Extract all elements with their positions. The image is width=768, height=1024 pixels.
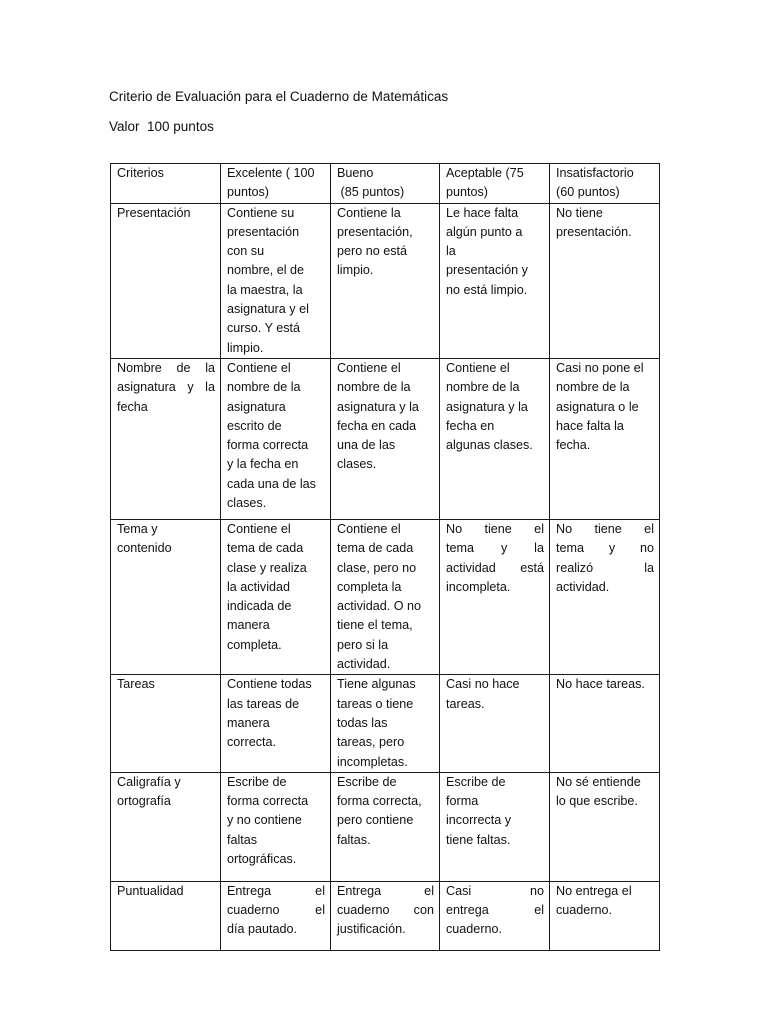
aceptable-cell-line: cuaderno. xyxy=(446,922,503,937)
aceptable-cell-line: incompleta. xyxy=(446,579,511,594)
header-row xyxy=(111,164,660,204)
header-cell-line: Insatisfactorio xyxy=(556,166,634,180)
criterion-cell-line: Nombre de la xyxy=(117,360,215,375)
header-cell xyxy=(331,164,440,204)
aceptable-cell xyxy=(440,203,550,358)
insatisfactorio-cell-line: cuaderno. xyxy=(556,903,613,918)
criterion-cell xyxy=(111,881,221,950)
insatisfactorio-cell xyxy=(550,772,660,881)
table-row xyxy=(111,203,660,358)
insatisfactorio-cell-line: realizó la xyxy=(556,560,654,575)
excelente-cell xyxy=(221,772,331,881)
bueno-cell-line: una de las xyxy=(337,438,396,453)
bueno-cell-line: tareas o tiene xyxy=(337,696,414,711)
bueno-cell-line: clases. xyxy=(337,457,377,472)
bueno-cell-line: nombre de la xyxy=(337,380,411,395)
criterion-cell-line: ortografía xyxy=(117,794,171,809)
excelente-cell-line: tema de cada xyxy=(227,541,304,556)
aceptable-cell-line: Escribe de xyxy=(446,774,506,789)
insatisfactorio-cell-line: fecha. xyxy=(556,438,591,453)
aceptable-cell xyxy=(440,675,550,772)
bueno-cell xyxy=(331,203,440,358)
criterion-cell xyxy=(111,772,221,881)
aceptable-cell-line: Casi no hace xyxy=(446,677,520,692)
aceptable-cell-line: entrega el xyxy=(446,903,544,918)
excelente-cell-line: limpio. xyxy=(227,340,264,355)
header-cell-line: Criterios xyxy=(117,166,164,180)
excelente-cell xyxy=(221,203,331,358)
excelente-cell-line: forma correcta xyxy=(227,794,309,809)
bueno-cell-line: clase, pero no xyxy=(337,560,417,575)
excelente-cell-line: Contiene el xyxy=(227,360,291,375)
bueno-cell-line: fecha en cada xyxy=(337,418,417,433)
insatisfactorio-cell-line: tema y no xyxy=(556,541,654,556)
aceptable-cell-line: fecha en xyxy=(446,418,495,433)
table-row xyxy=(111,519,660,674)
bueno-cell-line: todas las xyxy=(337,715,388,730)
bueno-cell xyxy=(331,772,440,881)
aceptable-cell-line: tema y la xyxy=(446,541,544,556)
insatisfactorio-cell-line: asignatura o le xyxy=(556,399,639,414)
insatisfactorio-cell xyxy=(550,519,660,674)
bueno-cell-line: limpio. xyxy=(337,263,374,278)
aceptable-cell-line: forma xyxy=(446,794,479,809)
bueno-cell-line: Entrega el xyxy=(337,883,434,898)
criterion-cell-line: Presentación xyxy=(117,205,191,220)
excelente-cell-line: ortográficas. xyxy=(227,852,297,867)
excelente-cell-line: cada una de las xyxy=(227,476,316,491)
excelente-cell-line: manera xyxy=(227,618,270,633)
excelente-cell-line: Entrega el xyxy=(227,883,325,898)
excelente-cell-line: nombre de la xyxy=(227,380,301,395)
bueno-cell-line: cuaderno con xyxy=(337,903,434,918)
criterion-cell-line: fecha xyxy=(117,399,148,414)
insatisfactorio-cell-line: No tiene xyxy=(556,205,603,220)
aceptable-cell-line: Contiene el xyxy=(446,360,510,375)
excelente-cell xyxy=(221,881,331,950)
bueno-cell-line: completa la xyxy=(337,579,402,594)
header-cell-line: puntos) xyxy=(446,185,489,200)
header-cell-line: (85 puntos) xyxy=(337,185,405,200)
criterion-cell-line: contenido xyxy=(117,541,172,556)
bueno-cell-line: Escribe de xyxy=(337,774,397,789)
criterion-cell xyxy=(111,675,221,772)
aceptable-cell-line: Casi no xyxy=(446,883,544,898)
excelente-cell-line: nombre, el de xyxy=(227,263,305,278)
bueno-cell xyxy=(331,881,440,950)
insatisfactorio-cell-line: lo que escribe. xyxy=(556,794,638,809)
excelente-cell xyxy=(221,358,331,519)
insatisfactorio-cell-line: Casi no pone el xyxy=(556,360,644,375)
aceptable-cell-line: la xyxy=(446,244,456,259)
criterion-cell-line: Puntualidad xyxy=(117,883,184,898)
criterion-cell-line: Caligrafía y xyxy=(117,774,181,789)
bueno-cell-line: pero no está xyxy=(337,244,408,259)
excelente-cell-line: asignatura xyxy=(227,399,286,414)
table-row xyxy=(111,675,660,772)
aceptable-cell-line: Le hace falta xyxy=(446,205,519,220)
excelente-cell xyxy=(221,675,331,772)
bueno-cell-line: actividad. O no xyxy=(337,599,422,614)
bueno-cell-line: actividad. xyxy=(337,657,391,672)
aceptable-cell-line: actividad está xyxy=(446,560,544,575)
bueno-cell-line: Tiene algunas xyxy=(337,677,416,692)
aceptable-cell xyxy=(440,881,550,950)
insatisfactorio-cell xyxy=(550,203,660,358)
header-cell-line: (60 puntos) xyxy=(556,185,620,200)
criterion-cell xyxy=(111,358,221,519)
aceptable-cell-line: tiene faltas. xyxy=(446,832,511,847)
excelente-cell-line: Contiene todas xyxy=(227,677,312,692)
excelente-cell-line: día pautado. xyxy=(227,922,298,937)
excelente-cell-line: Escribe de xyxy=(227,774,287,789)
aceptable-cell-line: tareas. xyxy=(446,696,485,711)
insatisfactorio-cell-line: No entrega el xyxy=(556,883,632,898)
excelente-cell-line: cuaderno el xyxy=(227,903,325,918)
bueno-cell-line: pero si la xyxy=(337,637,389,652)
bueno-cell-line: incompletas. xyxy=(337,754,408,769)
rubric-table xyxy=(110,163,660,951)
aceptable-cell xyxy=(440,358,550,519)
insatisfactorio-cell-line: nombre de la xyxy=(556,380,630,395)
bueno-cell-line: tiene el tema, xyxy=(337,618,413,633)
criterion-cell xyxy=(111,203,221,358)
aceptable-cell xyxy=(440,772,550,881)
criterion-cell xyxy=(111,519,221,674)
excelente-cell xyxy=(221,519,331,674)
excelente-cell-line: y la fecha en xyxy=(227,457,299,472)
insatisfactorio-cell-line: actividad. xyxy=(556,579,610,594)
bueno-cell-line: asignatura y la xyxy=(337,399,419,414)
header-cell-line: Excelente ( 100 xyxy=(227,166,315,180)
excelente-cell-line: las tareas de xyxy=(227,696,300,711)
excelente-cell-line: la maestra, la xyxy=(227,282,303,297)
insatisfactorio-cell xyxy=(550,675,660,772)
excelente-cell-line: manera xyxy=(227,715,270,730)
excelente-cell-line: forma correcta xyxy=(227,438,309,453)
header-cell-line: puntos) xyxy=(227,185,270,200)
criterion-cell-line: asignatura y la xyxy=(117,380,215,395)
aceptable-cell-line: algunas clases. xyxy=(446,438,533,453)
header-cell-line: Bueno xyxy=(337,166,374,180)
bueno-cell-line: tareas, pero xyxy=(337,735,405,750)
aceptable-cell xyxy=(440,519,550,674)
insatisfactorio-cell-line: No sé entiende xyxy=(556,774,641,789)
excelente-cell-line: indicada de xyxy=(227,599,292,614)
header-cell xyxy=(111,164,221,204)
bueno-cell xyxy=(331,358,440,519)
bueno-cell-line: faltas. xyxy=(337,832,371,847)
bueno-cell-line: Contiene la xyxy=(337,205,401,220)
excelente-cell-line: la actividad xyxy=(227,579,291,594)
aceptable-cell-line: incorrecta y xyxy=(446,813,512,828)
insatisfactorio-cell xyxy=(550,881,660,950)
aceptable-cell-line: presentación y xyxy=(446,263,528,278)
bueno-cell-line: presentación, xyxy=(337,224,413,239)
excelente-cell-line: y no contiene xyxy=(227,813,302,828)
table-row xyxy=(111,358,660,519)
bueno-cell xyxy=(331,519,440,674)
bueno-cell-line: justificación. xyxy=(337,922,406,937)
excelente-cell-line: faltas xyxy=(227,832,258,847)
excelente-cell-line: clases. xyxy=(227,496,267,511)
excelente-cell-line: Contiene su xyxy=(227,205,295,220)
bueno-cell-line: Contiene el xyxy=(337,360,401,375)
bueno-cell-line: forma correcta, xyxy=(337,794,422,809)
insatisfactorio-cell-line: No tiene el xyxy=(556,521,654,536)
value-line: Valor 100 puntos xyxy=(109,119,214,134)
insatisfactorio-cell xyxy=(550,358,660,519)
criterion-cell-line: Tareas xyxy=(117,677,155,692)
aceptable-cell-line: algún punto a xyxy=(446,224,523,239)
bueno-cell xyxy=(331,675,440,772)
aceptable-cell-line: No tiene el xyxy=(446,521,544,536)
aceptable-cell-line: asignatura y la xyxy=(446,399,528,414)
bueno-cell-line: pero contiene xyxy=(337,813,414,828)
table-row xyxy=(111,772,660,881)
insatisfactorio-cell-line: presentación. xyxy=(556,224,632,239)
excelente-cell-line: curso. Y está xyxy=(227,321,301,336)
page-title: Criterio de Evaluación para el Cuaderno de Matemáticas xyxy=(109,89,449,104)
insatisfactorio-cell-line: No hace tareas. xyxy=(556,677,645,692)
table-row xyxy=(111,881,660,950)
aceptable-cell-line: nombre de la xyxy=(446,380,520,395)
header-cell xyxy=(221,164,331,204)
excelente-cell-line: completa. xyxy=(227,637,282,652)
criterion-cell-line: Tema y xyxy=(117,521,158,536)
bueno-cell-line: Contiene el xyxy=(337,521,401,536)
aceptable-cell-line: no está limpio. xyxy=(446,282,528,297)
excelente-cell-line: correcta. xyxy=(227,735,276,750)
excelente-cell-line: asignatura y el xyxy=(227,302,309,317)
excelente-cell-line: presentación xyxy=(227,224,300,239)
header-cell xyxy=(550,164,660,204)
excelente-cell-line: escrito de xyxy=(227,418,282,433)
excelente-cell-line: con su xyxy=(227,244,265,259)
excelente-cell-line: clase y realiza xyxy=(227,560,307,575)
header-cell xyxy=(440,164,550,204)
header-cell-line: Aceptable (75 xyxy=(446,166,524,180)
excelente-cell-line: Contiene el xyxy=(227,521,291,536)
bueno-cell-line: tema de cada xyxy=(337,541,414,556)
insatisfactorio-cell-line: hace falta la xyxy=(556,418,624,433)
